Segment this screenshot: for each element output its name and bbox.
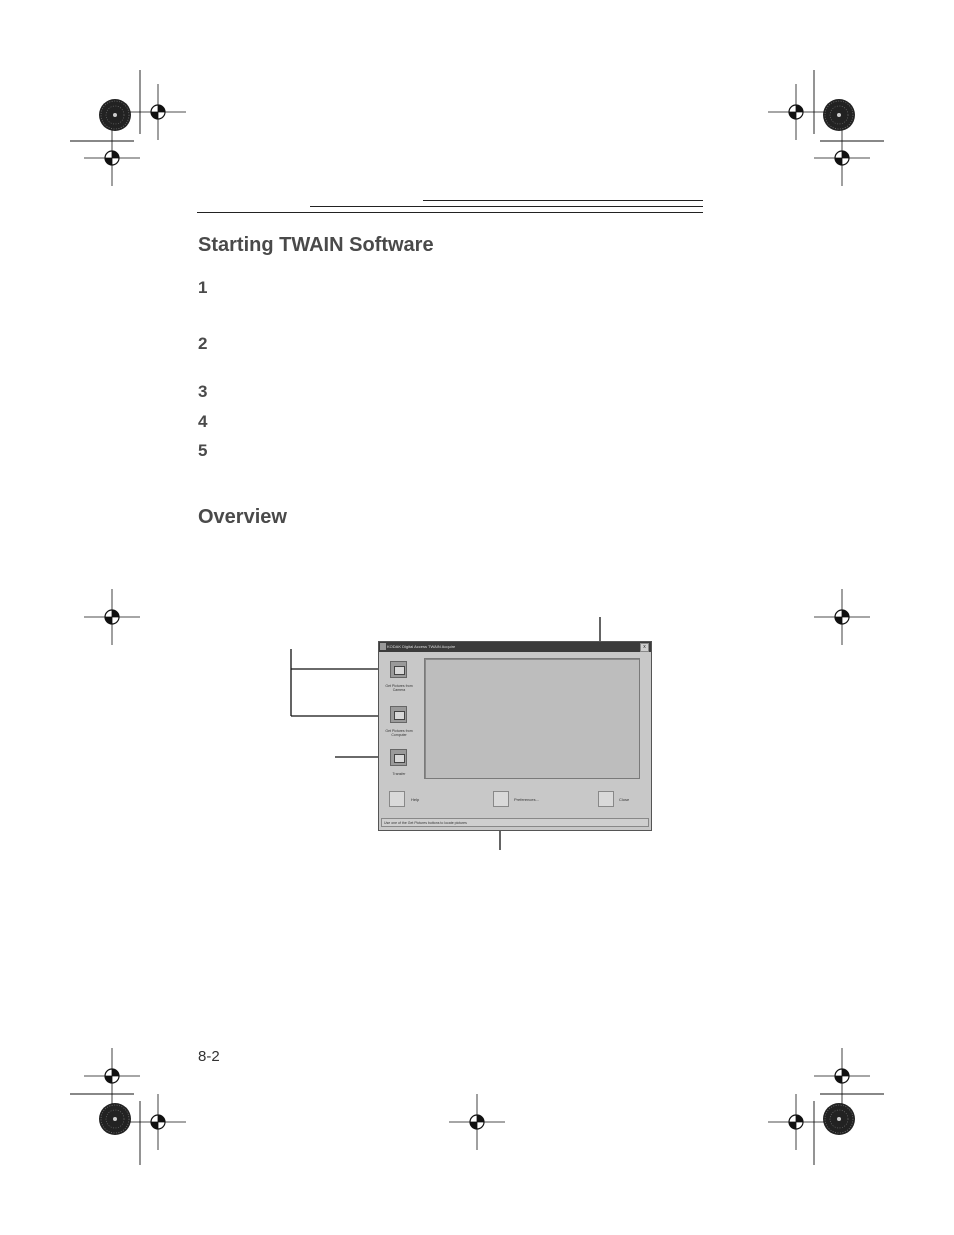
header-rule-long — [197, 212, 703, 213]
crosshair-icon — [84, 1048, 140, 1104]
transfer-button[interactable] — [390, 749, 407, 766]
star-mark-icon — [823, 99, 855, 131]
status-bar: Use one of the Get Pictures buttons to locate pictures — [381, 818, 649, 827]
step-number-5: 5 — [198, 441, 208, 460]
crosshair-icon — [84, 589, 140, 645]
get-pictures-computer-button[interactable] — [390, 706, 407, 723]
help-button[interactable] — [389, 791, 405, 807]
crosshair-icon — [768, 84, 824, 140]
close-window-button[interactable]: x — [640, 643, 649, 652]
crosshair-icon — [814, 130, 870, 186]
star-mark-icon — [823, 1103, 855, 1135]
system-menu-icon[interactable] — [380, 643, 386, 650]
preferences-label: Preferences... — [514, 797, 539, 802]
crosshair-icon — [84, 130, 140, 186]
help-label: Help — [411, 797, 420, 802]
crosshair-icon — [814, 589, 870, 645]
picture-preview-area[interactable] — [424, 658, 640, 779]
get-pictures-computer-label: Get Pictures from Computer — [385, 729, 413, 737]
star-mark-icon — [99, 1103, 131, 1135]
close-label: Close — [619, 797, 630, 802]
get-pictures-camera-label: Get Pictures from Camera — [385, 684, 413, 692]
crosshair-icon — [130, 84, 186, 140]
section-heading-overview: Overview — [198, 506, 287, 528]
crosshair-icon — [768, 1094, 824, 1150]
crosshair-icon — [449, 1094, 505, 1150]
twain-dialog-window — [378, 641, 652, 831]
crosshair-icon — [130, 1094, 186, 1150]
transfer-label: Transfer — [392, 772, 406, 776]
preferences-button[interactable] — [493, 791, 509, 807]
header-rule-mid — [310, 206, 703, 207]
step-number-1: 1 — [198, 278, 208, 297]
step-number-2: 2 — [198, 334, 208, 353]
section-heading-starting: Starting TWAIN Software — [198, 234, 434, 256]
header-rule-top — [423, 200, 703, 201]
close-button[interactable] — [598, 791, 614, 807]
star-mark-icon — [99, 99, 131, 131]
get-pictures-camera-button[interactable] — [390, 661, 407, 678]
page-number: 8-2 — [198, 1048, 220, 1065]
dialog-title-bar: KODAK Digital Access TWAIN Acquire — [379, 642, 651, 652]
step-number-3: 3 — [198, 382, 208, 401]
step-number-4: 4 — [198, 412, 208, 431]
crosshair-icon — [814, 1048, 870, 1104]
